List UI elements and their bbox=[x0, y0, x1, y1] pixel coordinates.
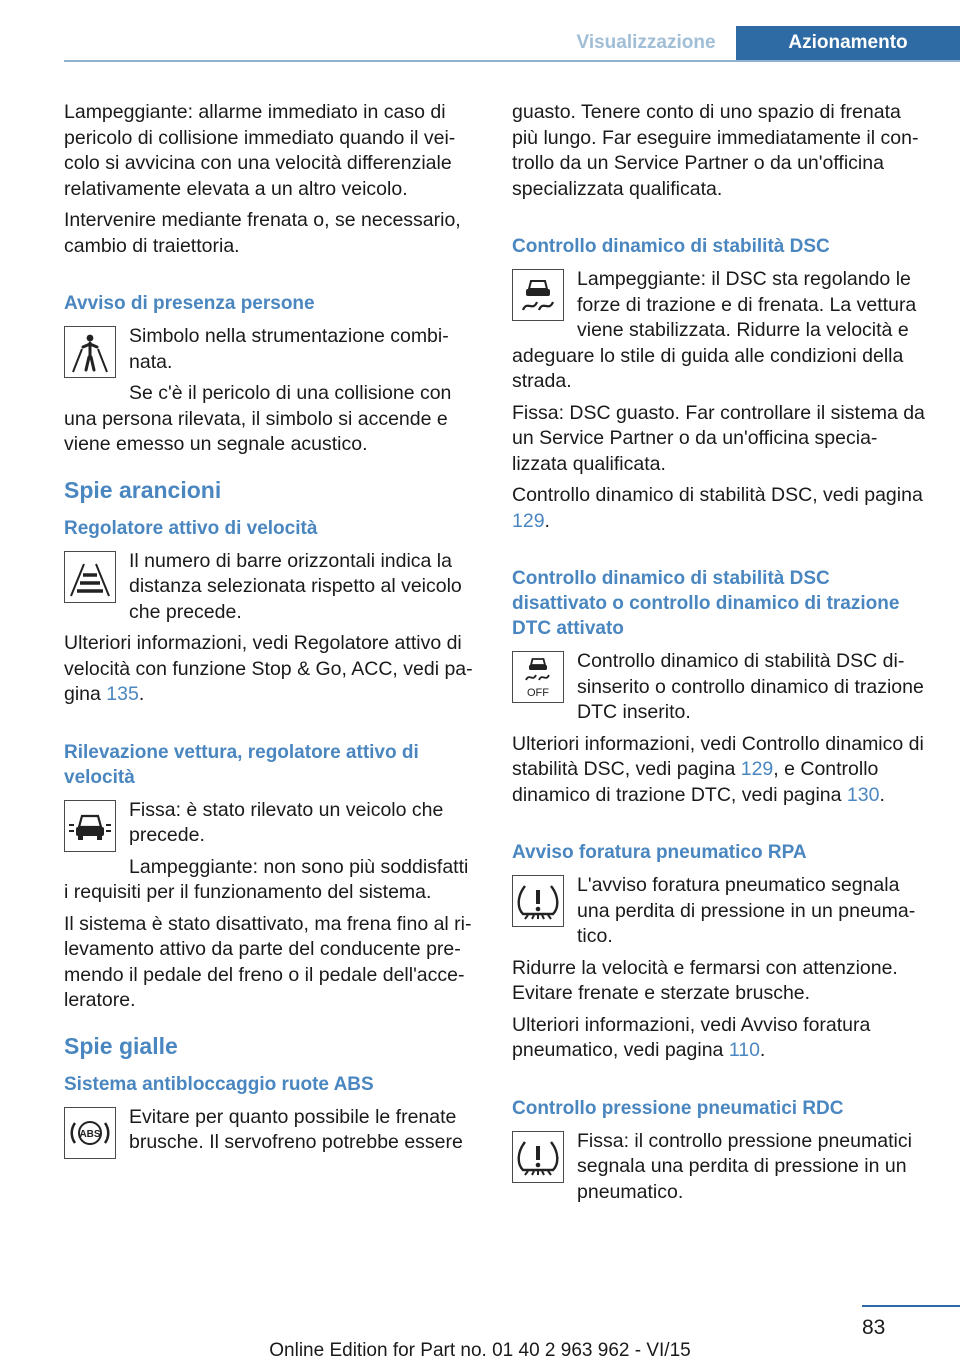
rpa-paragraph-1: L'avviso foratura pneumatico segnala una perdita di pressione in un pneumatico. bbox=[577, 874, 916, 947]
rpa-paragraph-2: Ridurre la velocità e fermarsi con attenzione. Evitare frenate e sterzate brusche. bbox=[512, 956, 898, 1004]
heading-dsc-off-dtc: Controllo dinamico di stabilità DSC disattivato o controllo dinamico di trazione DTC attivato bbox=[512, 568, 900, 639]
heading-spie-arancioni: Spie arancioni bbox=[64, 476, 222, 503]
persone-paragraph-1: Simbolo nella strumentazione combinata. bbox=[129, 325, 449, 373]
dtc-paragraph-2-text-a: Ulteriori informazioni, vedi Controllo dinamico di stabilità DSC, vedi pagina bbox=[512, 732, 924, 780]
page-link-135[interactable]: 135 bbox=[106, 683, 139, 705]
dsc-paragraph-3-text: Controllo dinamico di stabilità DSC, vedi pagina bbox=[512, 484, 923, 506]
persone-paragraph-2: Se c'è il pericolo di una collisione con una persona rilevata, il simbolo si accende e viene emesso un segnale acustico. bbox=[64, 382, 452, 455]
rilevazione-paragraph-1: Fissa: è stato rilevato un veicolo che precede. bbox=[129, 798, 444, 846]
abs-paragraph: Evitare per quanto possibile le frenate brusche. Il servofreno potrebbe essere bbox=[129, 1105, 463, 1153]
heading-dsc: Controllo dinamico di stabilità DSC bbox=[512, 236, 830, 257]
page-number: 83 bbox=[862, 1316, 886, 1339]
header-rule bbox=[64, 60, 960, 62]
acc-paragraph-2 bbox=[64, 631, 478, 708]
heading-avviso-persone: Avviso di presenza persone bbox=[64, 293, 315, 314]
tire-warning-icon bbox=[512, 875, 564, 927]
tire-pressure-icon bbox=[512, 1131, 564, 1183]
rpa-paragraph-3 bbox=[512, 1013, 926, 1064]
dsc-paragraph-3 bbox=[512, 483, 926, 534]
heading-rdc: Controllo pressione pneumatici RDC bbox=[512, 1097, 844, 1119]
heading-abs: Sistema antibloccaggio ruote ABS bbox=[64, 1073, 374, 1095]
footer-edition: Online Edition for Part no. 01 40 2 963 962 - VI/15 bbox=[269, 1340, 691, 1361]
rpa-paragraph-3-text: Ulteriori informazioni, vedi Avviso foratura pneumatico, vedi pagina bbox=[512, 1013, 871, 1061]
intro-paragraph-2: Intervenire mediante frenata o, se necessario, cambio di traiettoria. bbox=[64, 209, 461, 257]
left-column bbox=[64, 100, 478, 1163]
page-link-129[interactable]: 129 bbox=[512, 509, 545, 532]
dsc-skid-car-icon bbox=[512, 269, 564, 321]
page-link-110[interactable]: 110 bbox=[728, 1039, 760, 1061]
page-link-130[interactable]: 130 bbox=[846, 783, 880, 806]
rdc-paragraph: Fissa: il controllo pressione pneumatici segnala una perdita di pressione in un pneumatico. bbox=[577, 1129, 912, 1203]
rilevazione-paragraph-3: Il sistema è stato disattivato, ma frena fino al rilevamento attivo da parte del conducente premendo il pedale del freno o il pedale dell'acceleratore. bbox=[64, 912, 472, 1011]
svg-text:ABS: ABS bbox=[79, 1128, 101, 1140]
rilevazione-paragraph-2: Lampeggiante: non sono più soddisfatti i requisiti per il funzionamento del sistema. bbox=[64, 855, 469, 903]
dtc-paragraph-2-text-b: , e Controllo dinamico di trazione DTC, vedi pagina bbox=[512, 758, 879, 806]
dtc-paragraph-1: Controllo dinamico di stabilità DSC disinserito o controllo dinamico di trazione DTC inserito. bbox=[577, 650, 924, 723]
dtc-paragraph-2-end: . bbox=[879, 783, 885, 806]
page-link-129-dsc[interactable]: 129 bbox=[740, 758, 774, 780]
intro-paragraph-1: Lampeggiante: allarme immediato in caso di pericolo di collisione immediato quando il veicolo si avvicina con una velocità differenziale relativamente elevata a un altro veicolo. bbox=[64, 101, 456, 200]
distance-bars-icon bbox=[64, 551, 116, 603]
heading-spie-gialle: Spie gialle bbox=[64, 1032, 178, 1059]
abs-icon bbox=[64, 1107, 116, 1159]
footer-rule bbox=[862, 1305, 960, 1307]
dsc-paragraph-2: Fissa: DSC guasto. Far controllare il sistema da un Service Partner o da un'officina specializzata qualificata. bbox=[512, 401, 925, 475]
svg-text:OFF: OFF bbox=[527, 687, 549, 699]
rpa-paragraph-3-end: . bbox=[759, 1039, 766, 1061]
car-front-icon bbox=[64, 800, 116, 852]
acc-paragraph-1: Il numero di barre orizzontali indica la distanza selezionata rispetto al veicolo che precede. bbox=[129, 549, 462, 623]
continued-paragraph: guasto. Tenere conto di uno spazio di frenata più lungo. Far eseguire immediatamente il controllo da un Service Partner o da un'officina specializzata qualificata. bbox=[512, 101, 919, 200]
acc-paragraph-2-end: . bbox=[138, 683, 145, 705]
header-tab-azionamento[interactable]: Azionamento bbox=[736, 26, 960, 62]
pedestrian-warning-icon bbox=[64, 326, 116, 378]
dtc-paragraph-2 bbox=[512, 732, 926, 809]
dsc-off-icon bbox=[512, 651, 564, 703]
header-tab-visualizzazione[interactable]: Visualizzazione bbox=[576, 32, 716, 53]
right-column bbox=[512, 100, 926, 1211]
dsc-paragraph-1: Lampeggiante: il DSC sta regolando le forze di trazione e di frenata. La vettura viene stabilizzata. Ridurre la velocità e adeguare lo stile di guida alle condizioni della strada. bbox=[512, 268, 917, 392]
heading-rpa: Avviso foratura pneumatico RPA bbox=[512, 842, 807, 863]
heading-regolatore-attivo: Regolatore attivo di velocità bbox=[64, 517, 318, 539]
acc-paragraph-2-text: Ulteriori informazioni, vedi Regolatore attivo di velocità con funzione Stop & Go, ACC, vedi pagina bbox=[64, 632, 473, 705]
heading-rilevazione-vettura: Rilevazione vettura, regolatore attivo di velocità bbox=[64, 741, 419, 788]
dsc-paragraph-3-end: . bbox=[544, 509, 550, 532]
